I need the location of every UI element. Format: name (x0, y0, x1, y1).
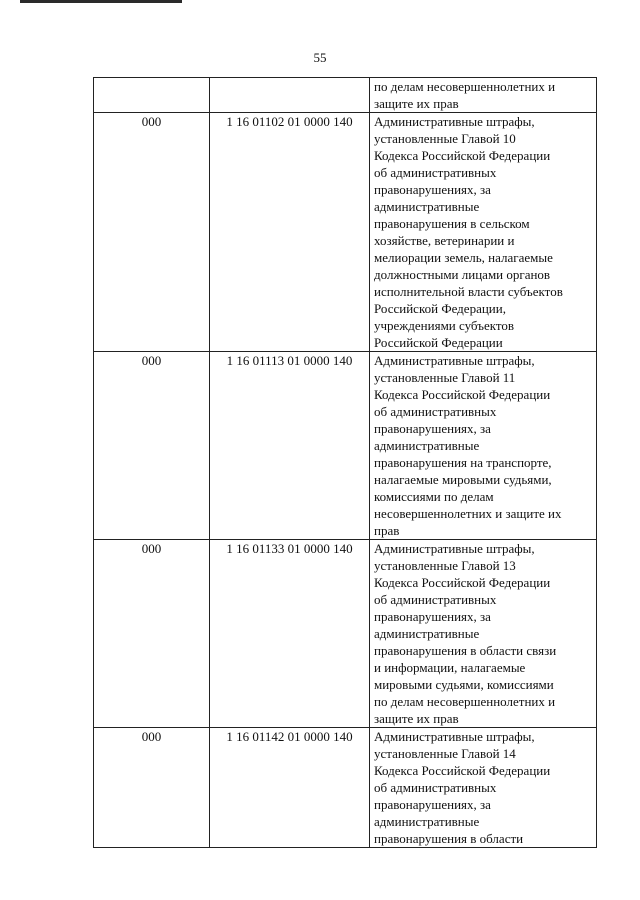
admin-code-cell (94, 78, 210, 113)
description-line: правонарушениях, за (374, 609, 491, 624)
description-line: мелиорации земель, налагаемые (374, 250, 553, 265)
table-body (94, 78, 597, 848)
description-line: Кодекса Российской Федерации (374, 387, 551, 402)
description-line: Кодекса Российской Федерации (374, 575, 551, 590)
scan-edge-mark (20, 0, 182, 3)
description-cell (370, 540, 597, 728)
table-row (94, 352, 597, 540)
description-line: Административные штрафы, (374, 729, 535, 744)
description-line: Российской Федерации, (374, 301, 506, 316)
description-line: защите их прав (374, 711, 459, 726)
table-row (94, 113, 597, 352)
description-line: и информации, налагаемые (374, 660, 526, 675)
table-row (94, 728, 597, 848)
description-line: исполнительной власти субъектов (374, 284, 563, 299)
admin-code-cell: 000 (94, 113, 210, 352)
description-line: административные (374, 199, 480, 214)
description-line: Административные штрафы, (374, 541, 535, 556)
description-line: мировыми судьями, комиссиями (374, 677, 554, 692)
description-line: установленные Главой 11 (374, 370, 516, 385)
description-line: административные (374, 438, 480, 453)
description-line: налагаемые мировыми судьями, (374, 472, 552, 487)
description-line: несовершеннолетних и защите их (374, 506, 562, 521)
description-line: правонарушения на транспорте, (374, 455, 552, 470)
budget-code-cell: 1 16 01113 01 0000 140 (210, 352, 370, 540)
description-line: хозяйстве, ветеринарии и (374, 233, 515, 248)
description-line: административные (374, 626, 480, 641)
description-line: об административных (374, 592, 497, 607)
description-line: прав (374, 523, 400, 538)
description-line: об административных (374, 165, 497, 180)
admin-code-cell: 000 (94, 540, 210, 728)
description-line: правонарушениях, за (374, 182, 491, 197)
description-cell (370, 113, 597, 352)
description-line: Кодекса Российской Федерации (374, 148, 551, 163)
description-line: административные (374, 814, 480, 829)
description-line: об административных (374, 404, 497, 419)
description-line: защите их прав (374, 96, 459, 111)
description-line: должностными лицами органов (374, 267, 551, 282)
budget-code-cell: 1 16 01142 01 0000 140 (210, 728, 370, 848)
description-cell (370, 352, 597, 540)
table-row (94, 78, 597, 113)
description-line: Административные штрафы, (374, 114, 535, 129)
admin-code-cell: 000 (94, 728, 210, 848)
description-line: Кодекса Российской Федерации (374, 763, 551, 778)
description-line: по делам несовершеннолетних и (374, 79, 556, 94)
description-line: правонарушения в области (374, 831, 524, 846)
description-cell (370, 728, 597, 848)
description-line: по делам несовершеннолетних и (374, 694, 556, 709)
budget-code-cell: 1 16 01133 01 0000 140 (210, 540, 370, 728)
description-line: учреждениями субъектов (374, 318, 515, 333)
classification-table (93, 77, 597, 848)
page-number: 55 (313, 50, 327, 65)
description-line: правонарушениях, за (374, 797, 491, 812)
description-line: правонарушениях, за (374, 421, 491, 436)
admin-code-cell: 000 (94, 352, 210, 540)
description-line: комиссиями по делам (374, 489, 494, 504)
description-line: правонарушения в области связи (374, 643, 557, 658)
description-line: установленные Главой 14 (374, 746, 516, 761)
description-line: правонарушения в сельском (374, 216, 530, 231)
description-line: установленные Главой 13 (374, 558, 516, 573)
table-row (94, 540, 597, 728)
budget-code-cell (210, 78, 370, 113)
description-line: Российской Федерации (374, 335, 503, 350)
description-line: Административные штрафы, (374, 353, 535, 368)
description-line: установленные Главой 10 (374, 131, 516, 146)
budget-code-cell: 1 16 01102 01 0000 140 (210, 113, 370, 352)
description-cell (370, 78, 597, 113)
description-line: об административных (374, 780, 497, 795)
